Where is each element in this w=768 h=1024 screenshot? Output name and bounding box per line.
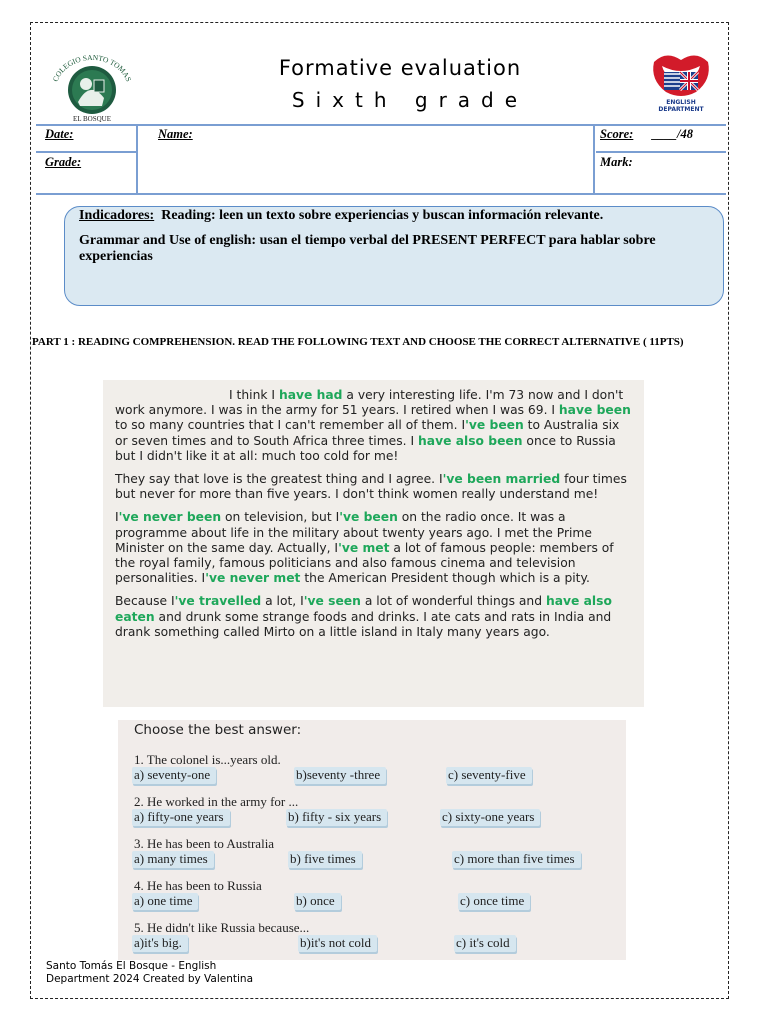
form-divider-left bbox=[136, 124, 138, 195]
form-divider-right bbox=[593, 124, 595, 195]
reading-paragraph-2 bbox=[115, 472, 634, 502]
page-title: Formative evaluation bbox=[278, 56, 522, 80]
highlighted-verb: have been bbox=[558, 403, 631, 418]
indicators-label: Indicadores: bbox=[79, 208, 155, 223]
reading-text-segment: and drunk some strange foods and drinks. I ate cats and rats in India and drank something called Mirto on a little island in Italy many years ago. bbox=[115, 609, 612, 639]
reading-text-segment: a lot of wonderful things and bbox=[360, 594, 546, 609]
score-label: Score: bbox=[600, 127, 634, 141]
highlighted-verb: 've met bbox=[338, 540, 390, 555]
indicator-reading: Reading: leen un texto sobre experiencias y buscan información relevante. bbox=[161, 208, 604, 223]
question-4: 4. He has been to Russia bbox=[134, 878, 262, 893]
highlighted-verb: 've been married bbox=[442, 472, 561, 487]
reading-text-segment: on the radio once. It was a programme about life in the military about twenty years ago. I met the Prime Minister on the same day. Actually, I bbox=[115, 510, 592, 555]
question-3: 3. He has been to Australia bbox=[134, 836, 275, 851]
q3-option-c[interactable]: c) more than five times bbox=[452, 851, 581, 868]
highlighted-verb: 've never been bbox=[118, 510, 222, 525]
reading-text-segment: I think I bbox=[229, 388, 279, 402]
part1-instruction: PART 1 : READING COMPREHENSION. READ THE FOLLOWING TEXT AND CHOOSE THE CORRECT ALTERNATIVE ( 11PTS) bbox=[32, 336, 684, 348]
q2-option-a[interactable]: a) fifty-one years bbox=[132, 809, 230, 826]
date-label: Date: bbox=[45, 127, 74, 141]
q5-option-b[interactable]: b)it's not cold bbox=[298, 935, 377, 952]
question-5: 5. He didn't like Russia because... bbox=[134, 920, 310, 935]
school-logo-arc-text: COLEGIO SANTO TOMAS bbox=[50, 52, 134, 83]
mark-label: Mark: bbox=[600, 155, 633, 169]
reading-text-segment: four times but never for more than five years. I don't think women really understand me! bbox=[115, 472, 627, 502]
reading-text-segment: to Australia six or seven times and to South Africa three times. I bbox=[115, 418, 620, 448]
q5-option-a[interactable]: a)it's big. bbox=[132, 935, 188, 952]
reading-text-segment: a lot of famous people: members of the royal family, famous politicians and also famous cinema and television personalities. I bbox=[115, 540, 614, 586]
reading-text-segment: the American President though which is a pity. bbox=[300, 571, 590, 586]
reading-text-segment: once to Russia but I didn't like it at all: much too cold for me! bbox=[115, 433, 616, 463]
footer-line-2: Department 2024 Created by Valentina bbox=[46, 973, 254, 985]
reading-text bbox=[103, 380, 644, 707]
q1-option-a[interactable]: a) seventy-one bbox=[132, 767, 216, 784]
reading-paragraph-1 bbox=[115, 388, 634, 464]
q4-option-a[interactable]: a) one time bbox=[132, 893, 198, 910]
question-2: 2. He worked in the army for ... bbox=[134, 794, 299, 809]
page-subtitle: Sixth grade bbox=[291, 88, 529, 112]
name-label: Name: bbox=[158, 127, 193, 141]
q5-option-c[interactable]: c) it's cold bbox=[454, 935, 516, 952]
reading-text-segment: They say that love is the greatest thing and I agree. I bbox=[115, 472, 443, 487]
highlighted-verb: have had bbox=[278, 388, 343, 402]
q4-option-c[interactable]: c) once time bbox=[458, 893, 530, 910]
grade-label: Grade: bbox=[45, 155, 82, 169]
highlighted-verb: 've seen bbox=[303, 594, 361, 609]
highlighted-verb: have also been bbox=[418, 433, 523, 448]
reading-paragraph-3 bbox=[115, 510, 634, 586]
highlighted-verb: 've been bbox=[465, 418, 524, 433]
school-logo bbox=[44, 50, 140, 122]
q3-option-a[interactable]: a) many times bbox=[132, 851, 214, 868]
quiz-panel bbox=[118, 720, 626, 960]
form-score-rule bbox=[596, 151, 726, 153]
highlighted-verb: 've travelled bbox=[174, 594, 262, 609]
indicator-grammar: Grammar and Use of english: usan el tiempo verbal del PRESENT PERFECT para hablar sobre experiencias bbox=[79, 233, 656, 264]
footer bbox=[46, 960, 286, 986]
q2-option-c[interactable]: c) sixty-one years bbox=[440, 809, 540, 826]
q1-option-b[interactable]: b)seventy -three bbox=[294, 767, 386, 784]
form-bottom-rule bbox=[36, 193, 726, 195]
question-1: 1. The colonel is...years old. bbox=[134, 752, 281, 767]
indicators-box bbox=[64, 206, 724, 306]
reading-text-segment: Because I bbox=[115, 594, 175, 609]
q1-option-c[interactable]: c) seventy-five bbox=[446, 767, 532, 784]
reading-text-segment: a very interesting life. I'm 73 now and I don't work anymore. I was in the army for 51 years. I retired when I was 69. I bbox=[115, 388, 624, 418]
highlighted-verb: 've never met bbox=[205, 571, 301, 586]
score-value: ____/48 bbox=[652, 127, 693, 141]
english-department-label: ENGLISH DEPARTMENT bbox=[658, 99, 704, 113]
q2-option-b[interactable]: b) fifty - six years bbox=[286, 809, 387, 826]
school-logo-bottom-text: EL BOSQUE bbox=[72, 115, 112, 122]
reading-text-segment: on television, but I bbox=[221, 510, 340, 525]
highlighted-verb: have also eaten bbox=[115, 594, 612, 624]
reading-text-segment: to so many countries that I can't remember all of them. I bbox=[115, 418, 466, 433]
reading-text-segment: a lot, I bbox=[261, 594, 304, 609]
highlighted-verb: 've been bbox=[339, 510, 398, 525]
reading-text-segment: I bbox=[115, 510, 119, 525]
q4-option-b[interactable]: b) once bbox=[294, 893, 341, 910]
quiz-heading: Choose the best answer: bbox=[134, 722, 302, 738]
reading-paragraph-4 bbox=[115, 594, 634, 640]
form-top-rule bbox=[36, 124, 726, 126]
form-date-rule bbox=[36, 151, 136, 153]
q3-option-b[interactable]: b) five times bbox=[288, 851, 362, 868]
footer-line-1: Santo Tomás El Bosque - English bbox=[46, 960, 217, 972]
